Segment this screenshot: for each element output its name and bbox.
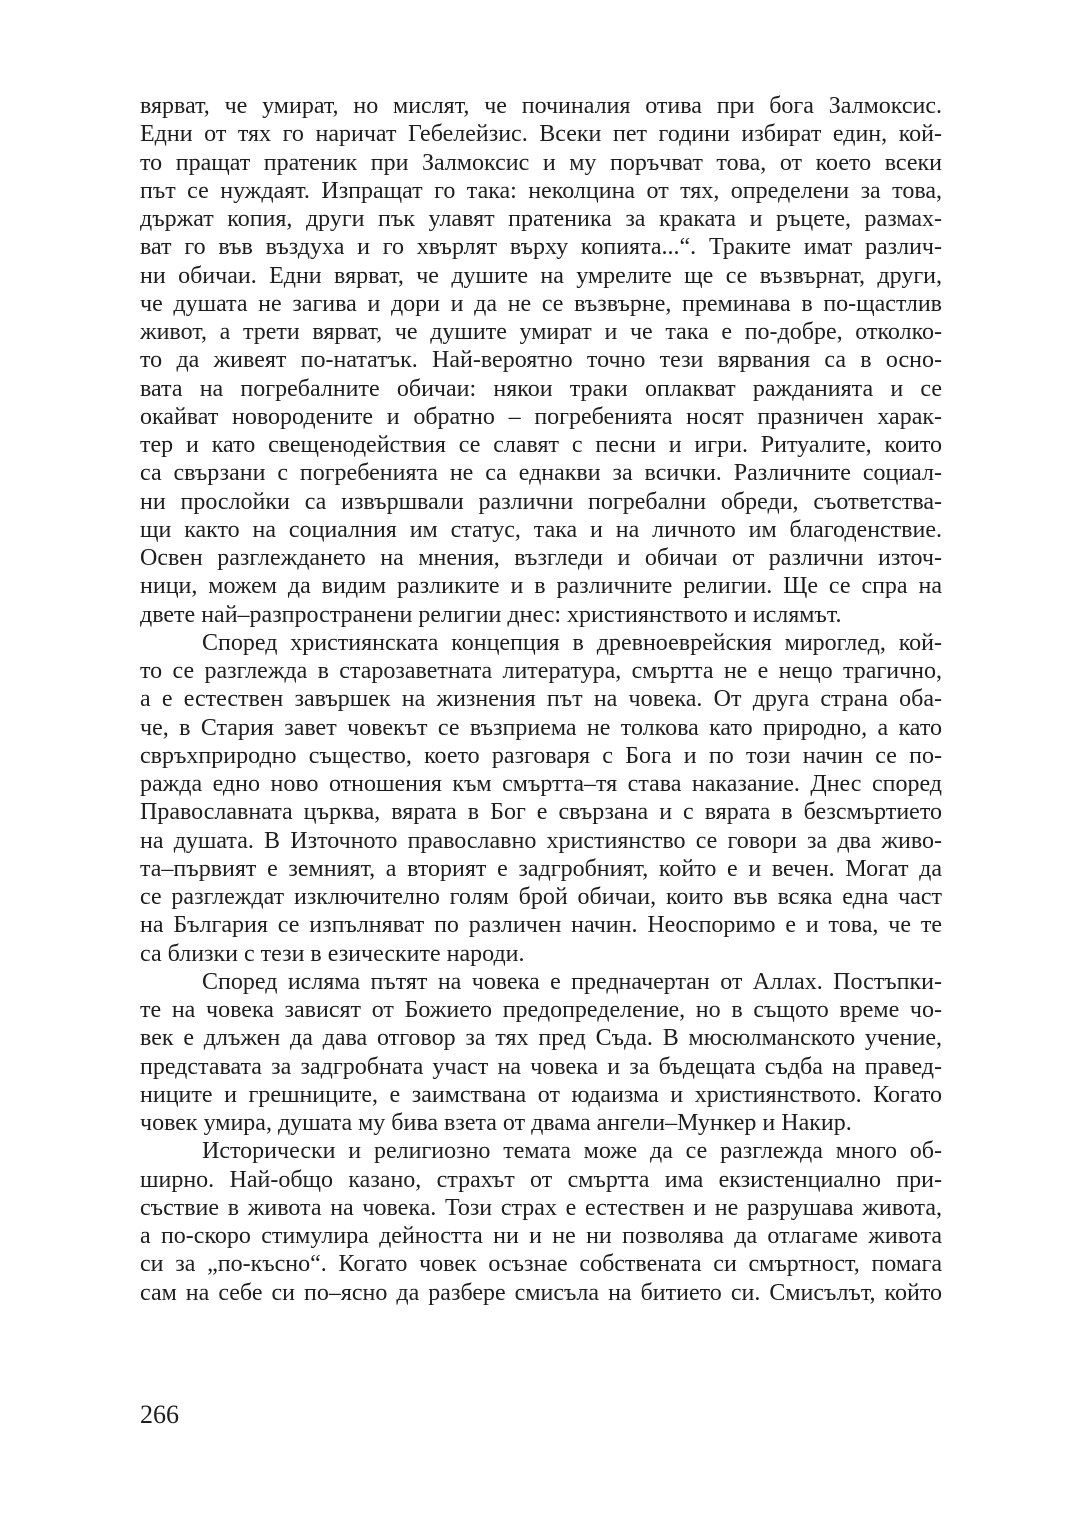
text-line: ниците и грешниците, е заимствана от юдаизма и християнството. Когато xyxy=(140,1081,942,1108)
text-line: са близки с тези в езическите народи. xyxy=(140,940,525,967)
text-line: сам на себе си по–ясно да разбере смисъла на битието си. Смисълът, който xyxy=(140,1279,942,1306)
body-text xyxy=(140,92,942,1307)
text-line: век е длъжен да дава отговор за тях пред Съда. В мюсюлманското учение, xyxy=(140,1025,942,1052)
text-line: а по-скоро стимулира дейността ни и не ни позволява да отлагаме живота xyxy=(140,1223,942,1249)
text-line: Според исляма пътят на човека е предначертан от Аллах. Постъпки- xyxy=(202,968,942,995)
text-line: се разглеждат изключително голям брой обичаи, които във всяка една част xyxy=(140,884,942,910)
text-line: държат копия, други пък улавят пратеника за краката и ръцете, размах- xyxy=(140,206,942,232)
text-line: тер и като свещенодействия се славят с песни и игри. Ритуалите, които xyxy=(140,432,942,458)
text-line: Според християнската концепция в древноеврейския мироглед, кой- xyxy=(202,629,942,656)
text-line: на България се изпълняват по различен начин. Неоспоримо е и това, че те xyxy=(140,912,942,939)
text-line: то се разглежда в старозаветната литература, смъртта не е нещо трагично, xyxy=(140,658,942,684)
text-line: вата на погребалните обичаи: някои траки оплакват ражданията и се xyxy=(140,375,942,402)
text-line: ници, можем да видим разликите и в различните религии. Ще се спра на xyxy=(140,573,942,600)
text-line: ни обичаи. Едни вярват, че душите на умрелите ще се възвърнат, други, xyxy=(140,262,942,289)
text-line: ражда едно ново отношения към смъртта–тя става наказание. Днес според xyxy=(140,771,942,797)
text-line: то да живеят по-нататък. Най-вероятно точно тези вярвания са в осно- xyxy=(140,347,942,374)
text-line: на душата. В Източното православно християнство се говори за два живо- xyxy=(140,827,942,854)
text-line: а е естествен завършек на жизнения път на човека. От друга страна оба- xyxy=(140,686,942,713)
text-line: ни прослойки са извършвали различни погребални обреди, съответства- xyxy=(140,488,942,515)
text-line: Освен разглеждането на мнения, възгледи и обичаи от различни източ- xyxy=(140,545,942,571)
text-line: път се нуждаят. Изпращат го така: неколцина от тях, определени за това, xyxy=(140,177,942,204)
text-line: ват го във въздуха и го хвърлят върху копията...“. Траките имат различ- xyxy=(140,234,942,261)
text-line: то пращат пратеник при Залмоксис и му поръчват това, от което всеки xyxy=(140,149,942,176)
text-line: ширно. Най-общо казано, страхът от смъртта има екзистенциално при- xyxy=(140,1166,942,1193)
text-line: Едни от тях го наричат Гебелейзис. Всеки пет години избират един, кой- xyxy=(140,121,942,148)
text-line: живот, а трети вярват, че душите умират и че така е по-добре, отколко- xyxy=(140,319,942,345)
text-line: вярват, че умират, но мислят, че починалия отива при бога Залмоксис. xyxy=(140,93,942,119)
text-line: щи както на социалния им статус, така и на личното им благоденствие. xyxy=(140,516,942,543)
text-line: окайват новородените и обратно – погребенията носят празничен харак- xyxy=(140,403,942,430)
text-line: двете най–разпространени религии днес: християнството и ислямът. xyxy=(140,601,842,628)
text-line: си за „по-късно“. Когато човек осъзнае собствената си смъртност, помага xyxy=(140,1251,942,1278)
text-line: че душата не загива и дори и да не се възвърне, преминава в по-щастлив xyxy=(140,290,942,317)
text-line: те на човека зависят от Божието предопределение, но в същото време чо- xyxy=(140,997,942,1023)
text-line: Православната църква, вярата в Бог е свързана и с вярата в безсмъртието xyxy=(140,799,942,826)
text-line: представата за задгробната участ на човека и за бъдещата съдба на правед- xyxy=(140,1053,942,1080)
text-line: човек умира, душата му бива взета от двама ангели–Мункер и Накир. xyxy=(140,1110,852,1136)
text-line: че, в Стария завет човекът се възприема не толкова като природно, а като xyxy=(140,714,942,741)
text-line: свръхприродно същество, което разговаря с Бога и по този начин се по- xyxy=(140,742,942,769)
page-number: 266 xyxy=(140,1400,179,1429)
text-line: са свързани с погребенията не са еднакви за всички. Различните социал- xyxy=(140,460,942,487)
text-line: Исторически и религиозно темата може да се разглежда много об- xyxy=(202,1138,942,1165)
text-line: та–първият е земният, а вторият е задгробният, който е и вечен. Могат да xyxy=(140,855,942,882)
text-line: съствие в живота на човека. Този страх е естествен и не разрушава живота, xyxy=(140,1194,942,1221)
